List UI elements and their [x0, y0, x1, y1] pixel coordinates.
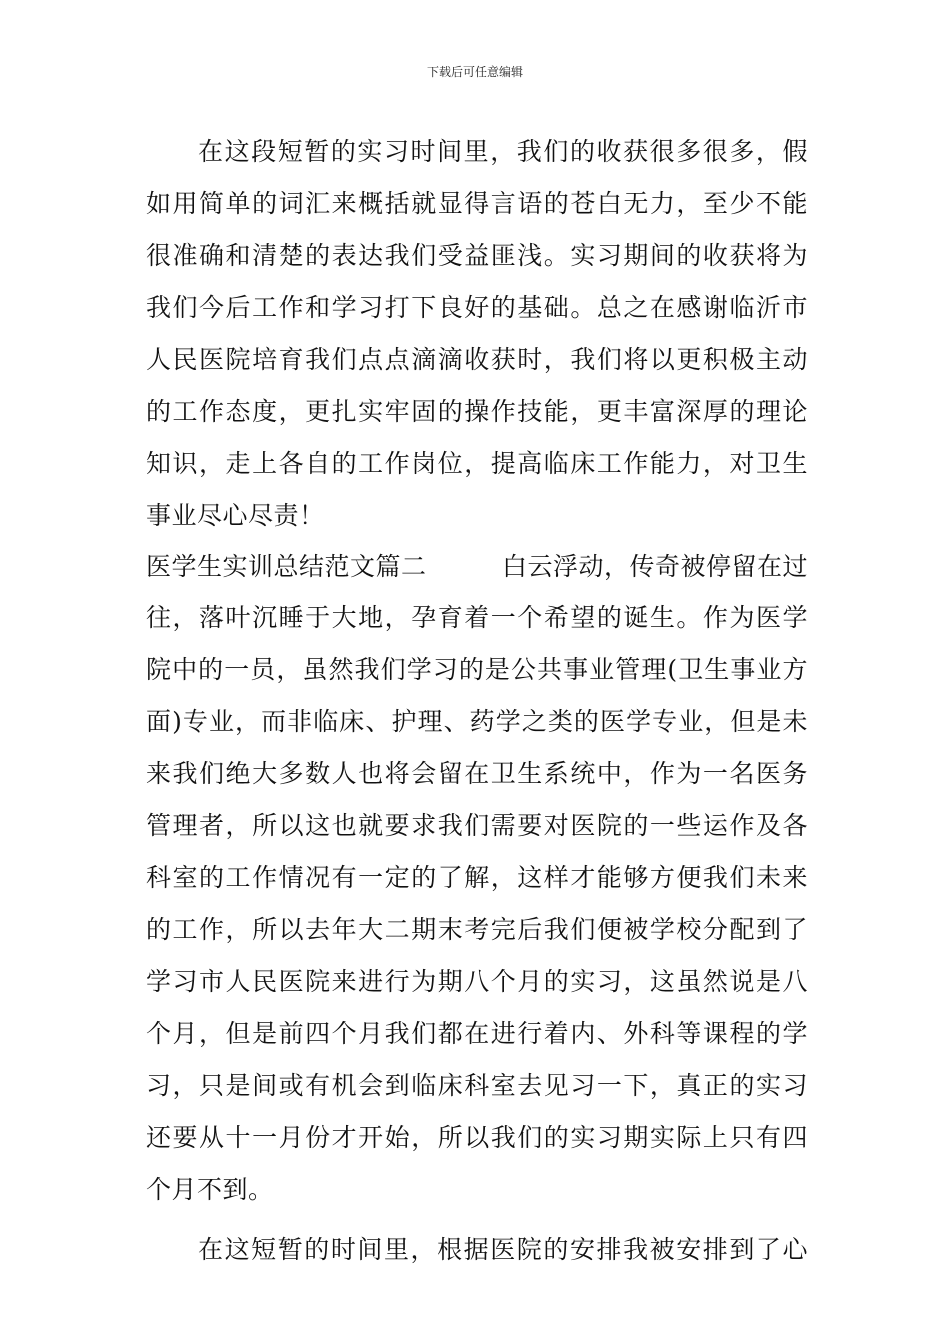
text-line: 管理者，所以这也就要求我们需要对医院的一些运作及各 — [146, 811, 808, 840]
text-line: 很准确和清楚的表达我们受益匪浅。实习期间的收获将为 — [146, 241, 808, 270]
text-line: 习，只是间或有机会到临床科室去见习一下，真正的实习 — [146, 1071, 808, 1100]
text-line: 科室的工作情况有一定的了解，这样才能够方便我们未来 — [146, 863, 808, 892]
section-two — [146, 542, 808, 1216]
text-line: 知识，走上各自的工作岗位，提高临床工作能力，对卫生 — [146, 449, 808, 478]
paragraph-internship-gains — [146, 126, 808, 542]
paragraph-short-time — [146, 1224, 808, 1276]
text-line: 往，落叶沉睡于大地，孕育着一个希望的诞生。作为医学 — [146, 603, 808, 632]
text-line: 学习市人民医院来进行为期八个月的实习，这虽然说是八 — [146, 967, 808, 996]
text-line: 的工作，所以去年大二期末考完后我们便被学校分配到了 — [146, 915, 808, 944]
paragraph-spacer — [146, 1216, 808, 1224]
text-line: 个月不到。 — [146, 1175, 274, 1204]
text-line: 事业尽心尽责！ — [146, 501, 325, 530]
text-line: 个月，但是前四个月我们都在进行着内、外科等课程的学 — [146, 1019, 808, 1048]
text-line: 在这段短暂的实习时间里，我们的收获很多很多，假 — [198, 137, 808, 166]
text-line: 院中的一员，虽然我们学习的是公共事业管理(卫生事业方 — [146, 655, 808, 684]
text-line: 来我们绝大多数人也将会留在卫生系统中，作为一名医务 — [146, 759, 808, 788]
page-header: 下载后可任意编辑 — [426, 65, 523, 79]
text-line: 面)专业，而非临床、护理、药学之类的医学专业，但是未 — [146, 707, 808, 736]
text-line-start: 白云浮动，传奇被停留在过 — [501, 552, 808, 581]
text-line: 还要从十一月份才开始，所以我们的实习期实际上只有四 — [146, 1123, 808, 1152]
text-line: 在这短暂的时间里，根据医院的安排我被安排到了心 — [198, 1235, 808, 1264]
text-line: 如用简单的词汇来概括就显得言语的苍白无力，至少不能 — [146, 189, 808, 218]
text-line: 我们今后工作和学习打下良好的基础。总之在感谢临沂市 — [146, 293, 808, 322]
document-body — [146, 126, 808, 1276]
text-line: 人民医院培育我们点点滴滴收获时，我们将以更积极主动 — [146, 345, 808, 374]
section-heading-line — [146, 542, 808, 592]
section-title: 医学生实训总结范文篇二 — [146, 552, 427, 581]
text-line: 的工作态度，更扎实牢固的操作技能，更丰富深厚的理论 — [146, 397, 808, 426]
